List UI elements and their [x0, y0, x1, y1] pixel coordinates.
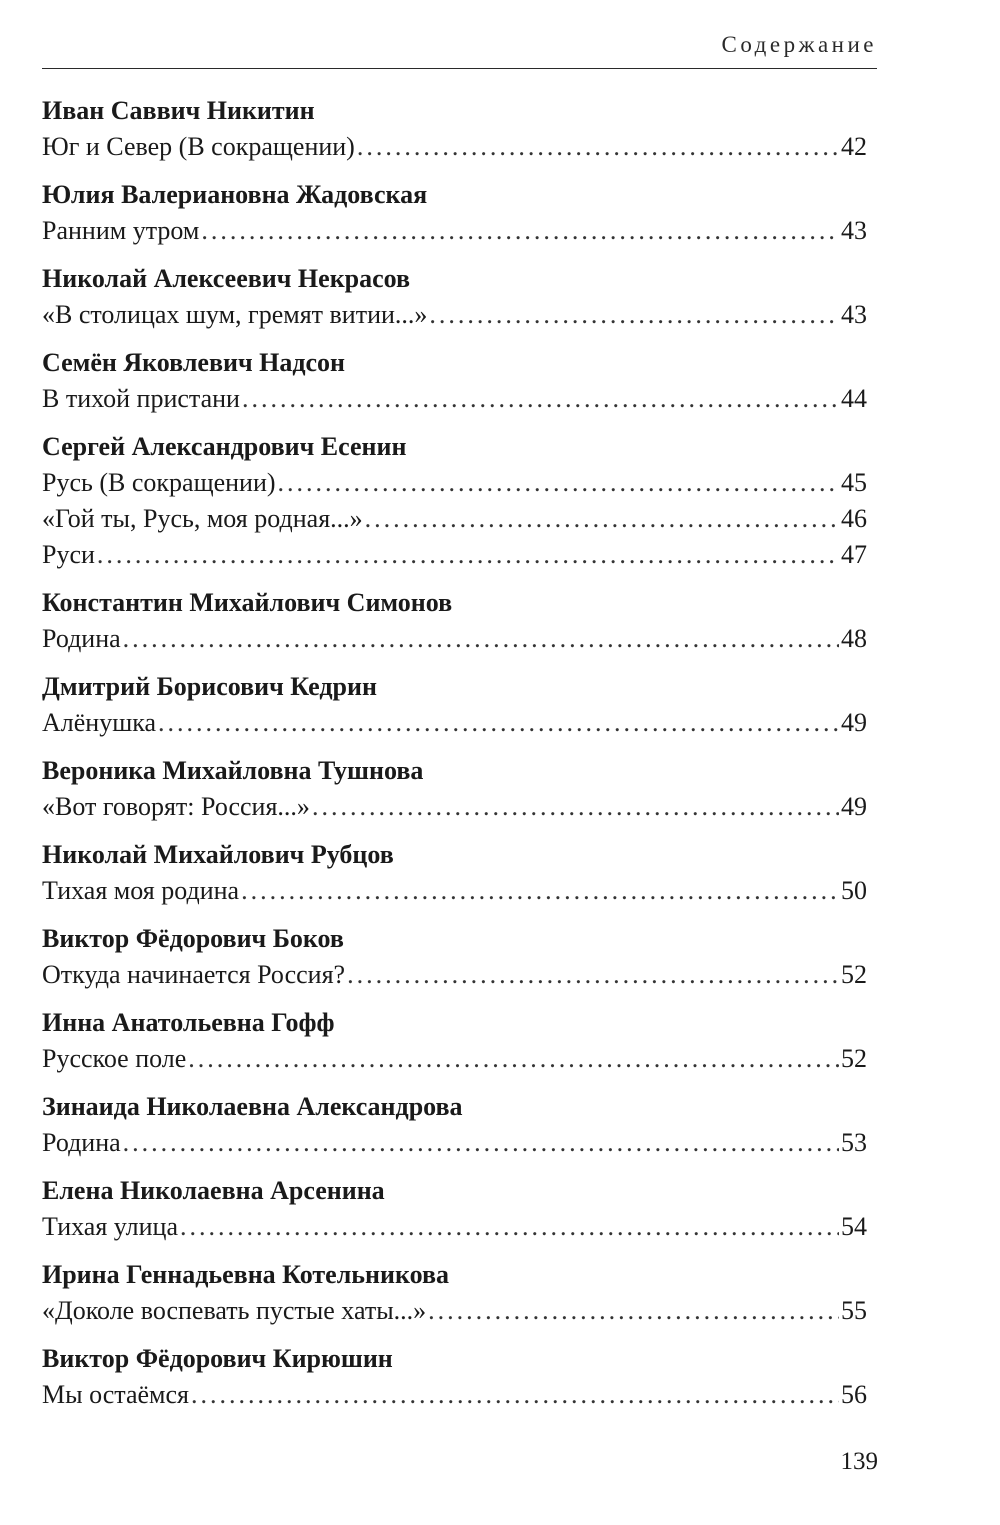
toc-entry — [42, 297, 867, 333]
entry-title: Откуда начинается Россия? — [42, 960, 346, 989]
toc-section — [42, 837, 867, 909]
author-name: Николай Алексеевич Некрасов — [42, 264, 411, 293]
dot-leader — [180, 1209, 839, 1245]
toc-entry — [42, 1209, 867, 1245]
entry-title: Русь (В сокращении) — [42, 468, 276, 497]
entry-page-number: 42 — [841, 132, 867, 161]
entry-page-number: 45 — [841, 468, 867, 497]
entry-page-number: 55 — [841, 1296, 867, 1325]
entry-title: Юг и Север (В сокращении) — [42, 132, 355, 161]
author-name: Иван Саввич Никитин — [42, 96, 315, 125]
toc-section — [42, 1257, 867, 1329]
dot-leader — [188, 1041, 839, 1077]
author-name: Юлия Валериановна Жадовская — [42, 180, 428, 209]
entry-page-number: 52 — [841, 960, 867, 989]
toc-entry — [42, 957, 867, 993]
dot-leader — [429, 297, 839, 333]
toc-section — [42, 177, 867, 249]
running-head-title: Содержание — [721, 32, 877, 57]
toc-entry — [42, 129, 867, 165]
entry-page-number: 47 — [841, 540, 867, 569]
toc-section — [42, 429, 867, 573]
dot-leader — [428, 1293, 839, 1329]
toc-entry — [42, 873, 867, 909]
dot-leader — [347, 957, 839, 993]
dot-leader — [97, 537, 839, 573]
entry-page-number: 52 — [841, 1044, 867, 1073]
toc-section — [42, 753, 867, 825]
entry-title: «Доколе воспевать пустые хаты...» — [42, 1296, 427, 1325]
toc-entry — [42, 1041, 867, 1077]
author-name: Семён Яковлевич Надсон — [42, 348, 346, 377]
dot-leader — [357, 129, 839, 165]
author-name: Константин Михайлович Симонов — [42, 588, 453, 617]
entry-title: Тихая улица — [42, 1212, 179, 1241]
table-of-contents — [42, 93, 867, 1425]
entry-title: Руси — [42, 540, 95, 569]
dot-leader — [191, 1377, 839, 1413]
dot-leader — [312, 789, 839, 825]
entry-title: Русское поле — [42, 1044, 187, 1073]
toc-section — [42, 261, 867, 333]
entry-title: Тихая моя родина — [42, 876, 240, 905]
author-name: Виктор Фёдорович Боков — [42, 924, 344, 953]
entry-title: «Вот говорят: Россия...» — [42, 792, 310, 821]
running-head — [42, 28, 877, 69]
toc-entry — [42, 1377, 867, 1413]
entry-page-number: 43 — [841, 300, 867, 329]
author-name: Николай Михайлович Рубцов — [42, 840, 394, 869]
toc-entry — [42, 381, 867, 417]
toc-section — [42, 669, 867, 741]
dot-leader — [158, 705, 839, 741]
author-name: Ирина Геннадьевна Котельникова — [42, 1260, 450, 1289]
author-name: Сергей Александрович Есенин — [42, 432, 407, 461]
entry-title: «Гой ты, Русь, моя родная...» — [42, 504, 363, 533]
entry-page-number: 53 — [841, 1128, 867, 1157]
entry-title: Мы остаёмся — [42, 1380, 189, 1409]
entry-title: Родина — [42, 1128, 121, 1157]
toc-entry — [42, 537, 867, 573]
entry-page-number: 50 — [841, 876, 867, 905]
toc-section — [42, 93, 867, 165]
author-name: Елена Николаевна Арсенина — [42, 1176, 385, 1205]
toc-entry — [42, 1293, 867, 1329]
page-number: 139 — [840, 1448, 878, 1475]
toc-section — [42, 1089, 867, 1161]
dot-leader — [278, 465, 839, 501]
toc-entry — [42, 705, 867, 741]
dot-leader — [123, 1125, 839, 1161]
entry-page-number: 43 — [841, 216, 867, 245]
entry-title: «В столицах шум, гремят витии...» — [42, 300, 428, 329]
entry-title: Родина — [42, 624, 121, 653]
toc-entry — [42, 621, 867, 657]
author-name: Зинаида Николаевна Александрова — [42, 1092, 463, 1121]
dot-leader — [201, 213, 839, 249]
dot-leader — [365, 501, 839, 537]
toc-section — [42, 921, 867, 993]
toc-entry — [42, 465, 867, 501]
entry-title: В тихой пристани — [42, 384, 240, 413]
toc-section — [42, 1341, 867, 1413]
toc-entry — [42, 789, 867, 825]
toc-section — [42, 585, 867, 657]
dot-leader — [241, 873, 839, 909]
entry-page-number: 49 — [841, 708, 867, 737]
toc-entry — [42, 213, 867, 249]
entry-title: Ранним утром — [42, 216, 200, 245]
dot-leader — [242, 381, 839, 417]
toc-section — [42, 1173, 867, 1245]
entry-page-number: 44 — [841, 384, 867, 413]
dot-leader — [123, 621, 839, 657]
toc-entry — [42, 501, 867, 537]
entry-page-number: 46 — [841, 504, 867, 533]
author-name: Виктор Фёдорович Кирюшин — [42, 1344, 393, 1373]
entry-page-number: 49 — [841, 792, 867, 821]
entry-page-number: 48 — [841, 624, 867, 653]
author-name: Вероника Михайловна Тушнова — [42, 756, 424, 785]
toc-section — [42, 345, 867, 417]
author-name: Дмитрий Борисович Кедрин — [42, 672, 377, 701]
entry-title: Алёнушка — [42, 708, 157, 737]
toc-entry — [42, 1125, 867, 1161]
entry-page-number: 56 — [841, 1380, 867, 1409]
entry-page-number: 54 — [841, 1212, 867, 1241]
author-name: Инна Анатольевна Гофф — [42, 1008, 335, 1037]
toc-section — [42, 1005, 867, 1077]
